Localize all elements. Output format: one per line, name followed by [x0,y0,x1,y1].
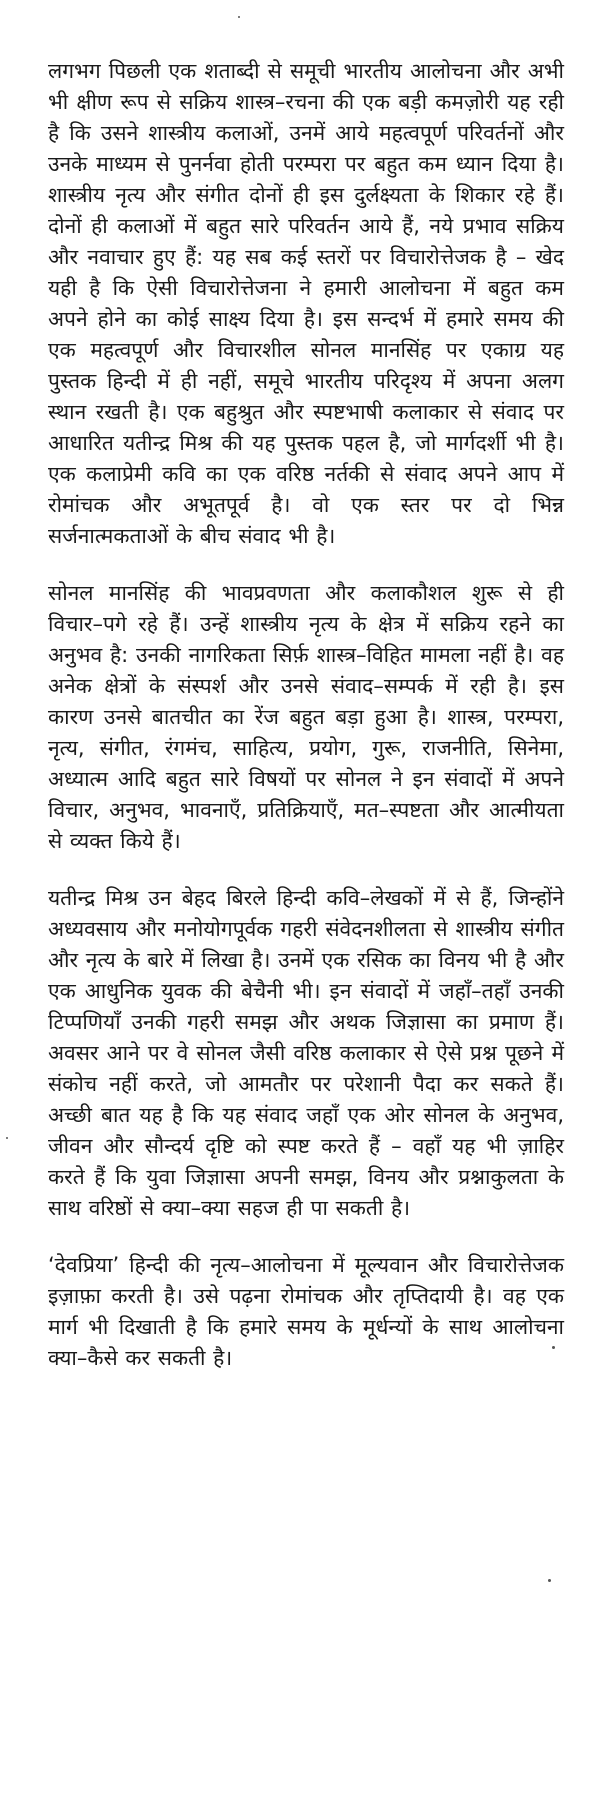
scan-speck [552,1346,555,1349]
paragraph-yatindra-mishra: यतीन्द्र मिश्र उन बेहद बिरले हिन्दी कवि–लेखकों में से हैं, जिन्होंने अध्यवसाय और मनोयोगपूर्वक गहरी संवेदनशीलता से शास्त्रीय संगीत और नृत्य के बारे में लिखा है। उनमें एक रसिक का विनय भी है और एक आधुनिक युवक की बेचैनी भी। इन संवादों में जहाँ–तहाँ उनकी टिप्पणियाँ उनकी गहरी समझ और अथक जिज्ञासा का प्रमाण हैं। अवसर आने पर वे सोनल जैसी वरिष्ठ कलाकार से ऐसे प्रश्न पूछने में संकोच नहीं करते, जो आमतौर पर परेशानी पैदा कर सकते हैं। अच्छी बात यह है कि यह संवाद जहाँ एक ओर सोनल के अनुभव, जीवन और सौन्दर्य दृष्टि को स्पष्ट करते हैं – वहाँ यह भी ज़ाहिर करते हैं कि युवा जिज्ञासा अपनी समझ, विनय और प्रश्नाकुलता के साथ वरिष्ठों से क्या–क्या सहज ही पा सकती है। [48,886,564,1220]
scan-speck [238,16,240,18]
scan-speck [548,1579,551,1582]
paragraph-devpriya: ‘देवप्रिया’ हिन्दी की नृत्य–आलोचना में मूल्यवान और विचारोत्तेजक इज़ाफ़ा करती है। उसे पढ़ना रोमांचक और तृप्तिदायी है। वह एक मार्ग भी दिखाती है कि हमारे समय के मूर्धन्यों के साथ आलोचना क्या–कैसे कर सकती है। [48,1253,564,1370]
scan-speck [6,1137,8,1139]
paragraph-sonal-mansingh: सोनल मानसिंह की भावप्रवणता और कलाकौशल शुरू से ही विचार–पगे रहे हैं। उन्हें शास्त्रीय नृत्य के क्षेत्र में सक्रिय रहने का अनुभव है: उनकी नागरिकता सिर्फ़ शास्त्र–विहित मामला नहीं है। वह अनेक क्षेत्रों के संस्पर्श और उनसे संवाद–सम्पर्क में रही है। इस कारण उनसे बातचीत का रेंज बहुत बड़ा हुआ है। शास्त्र, परम्परा, नृत्य, संगीत, रंगमंच, साहित्य, प्रयोग, गुरू, राजनीति, सिनेमा, अध्यात्म आदि बहुत सारे विषयों पर सोनल ने इन संवादों में अपने विचार, अनुभव, भावनाएँ, प्रतिक्रियाएँ, मत–स्पष्टता और आत्मीयता से व्यक्त किये हैं। [48,581,564,853]
paragraph-intro: लगभग पिछली एक शताब्दी से समूची भारतीय आलोचना और अभी भी क्षीण रूप से सक्रिय शास्त्र–रचना की एक बड़ी कमज़ोरी यह रही है कि उसने शास्त्रीय कलाओं, उनमें आये महत्वपूर्ण परिवर्तनों और उनके माध्यम से पुनर्नवा होती परम्परा पर बहुत कम ध्यान दिया है। शास्त्रीय नृत्य और संगीत दोनों ही इस दुर्लक्ष्यता के शिकार रहे हैं। दोनों ही कलाओं में बहुत सारे परिवर्तन आये हैं, नये प्रभाव सक्रिय और नवाचार हुए हैं: यह सब कई स्तरों पर विचारोत्तेजक है – खेद यही है कि ऐसी विचारोत्तेजना ने हमारी आलोचना में बहुत कम अपने होने का कोई साक्ष्य दिया है। इस सन्दर्भ में हमारे समय की एक महत्वपूर्ण और विचारशील सोनल मानसिंह पर एकाग्र यह पुस्तक हिन्दी में ही नहीं, समूचे भारतीय परिदृश्य में अपना अलग स्थान रखती है। एक बहुश्रुत और स्पष्टभाषी कलाकार से संवाद पर आधारित यतीन्द्र मिश्र की यह पुस्तक पहल है, जो मार्गदर्शी भी है। एक कलाप्रेमी कवि का एक वरिष्ठ नर्तकी से संवाद अपने आप में रोमांचक और अभूतपूर्व है। वो एक स्तर पर दो भिन्न सर्जनात्मकताओं के बीच संवाद भी है। [48,59,564,548]
